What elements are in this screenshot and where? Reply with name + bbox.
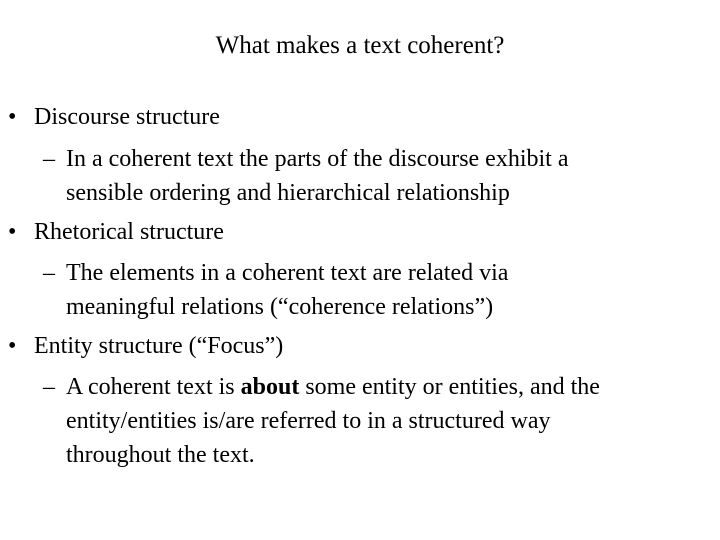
bullet-entity-structure — [8, 331, 283, 361]
bullet-heading: Entity structure (“Focus”) — [34, 333, 284, 359]
sub-line: sensible ordering and hierarchical relationship — [66, 180, 510, 206]
bullet-heading: Rhetorical structure — [34, 219, 224, 245]
sub-line: throughout the text. — [66, 442, 255, 468]
bullet-discourse-structure — [8, 102, 220, 132]
bullet-marker: • — [8, 219, 17, 245]
bullet-heading: Discourse structure — [34, 104, 220, 130]
bullet-rhetorical-structure — [8, 217, 224, 247]
sub-line: entity/entities is/are referred to in a structured way — [66, 408, 551, 434]
sub-marker: – — [43, 146, 55, 172]
sub-line: The elements in a coherent text are related via — [66, 260, 509, 286]
sub-entity-structure — [43, 370, 703, 472]
bullet-marker: • — [8, 104, 17, 130]
bullet-marker: • — [8, 333, 17, 359]
sub-line — [66, 370, 703, 404]
sub-marker: – — [43, 374, 55, 400]
sub-rhetorical-structure — [43, 256, 703, 324]
sub-text: some entity or entities, and the — [299, 374, 600, 400]
sub-marker: – — [43, 260, 55, 286]
sub-discourse-structure — [43, 142, 703, 210]
emphasis-about: about — [240, 374, 300, 400]
slide-title: What makes a text coherent? — [215, 32, 505, 59]
sub-text: A coherent text is — [66, 374, 241, 400]
sub-line: In a coherent text the parts of the discourse exhibit a — [66, 146, 569, 172]
sub-line: meaningful relations (“coherence relations”) — [66, 294, 494, 320]
